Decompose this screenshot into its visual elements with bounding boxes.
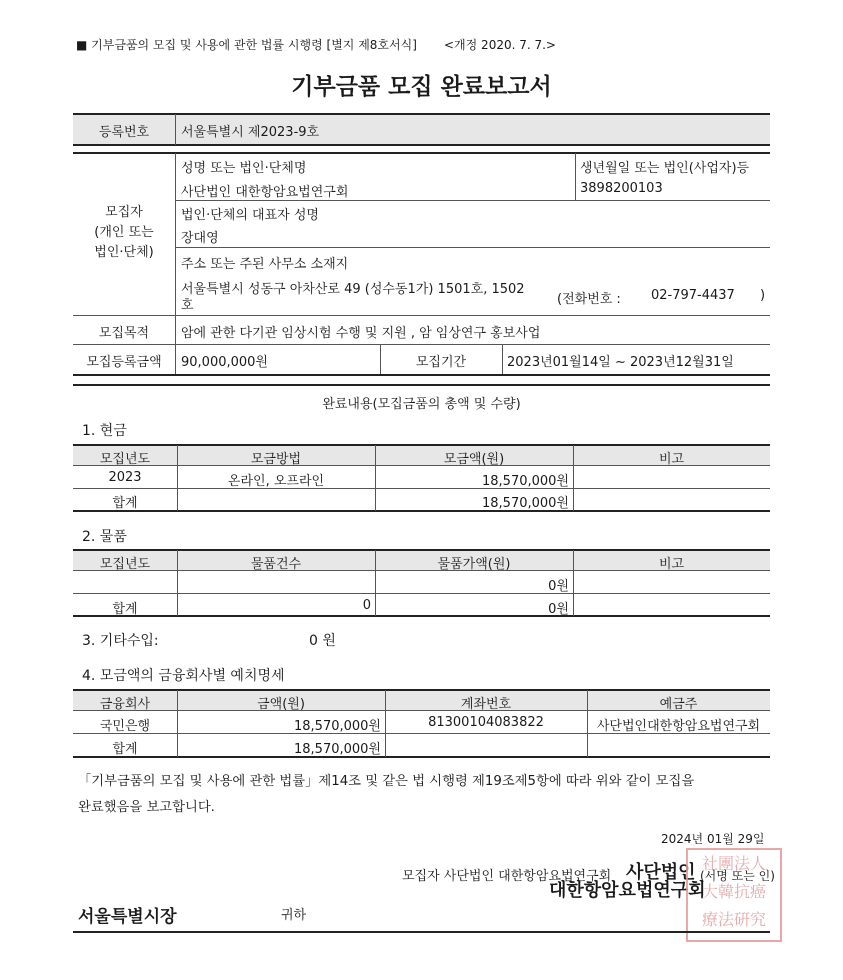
purpose-label: 모집목적 [98,326,150,341]
cash-col-amount: 모금액(원) [443,452,505,467]
cash-total-label: 합계 [112,496,138,511]
registration-number: 서울특별시 제2023-9호 [181,125,320,140]
cash-col-note: 비고 [658,452,685,467]
cash-col-method: 모금방법 [250,452,302,467]
goods-col-note: 비고 [658,557,685,572]
statement-line-2: 완료했음을 보고합니다. [78,800,215,815]
representative-label: 법인·단체의 대표자 성명 [181,208,319,223]
address-label: 주소 또는 주된 사무소 소재지 [181,257,349,272]
goods-heading: 2. 물품 [82,529,127,545]
representative-value: 장대영 [181,231,219,246]
phone-close: ) [760,288,766,303]
registered-amount-label: 모집등록금액 [86,355,162,370]
goods-total-count: 0 [362,598,371,613]
collector-section-label: 모집자 (개인 또는 법인·단체) [94,205,154,260]
deposit-col-bank: 금융회사 [99,697,151,712]
collector-signature-name: 모집자 사단법인 대한항암요법연구회 [402,869,612,884]
phone-label: (전화번호 : [557,292,621,307]
cash-total-amount: 18,570,000원 [482,496,569,511]
cash-col-year: 모집년도 [99,452,151,467]
goods-row-1-value: 0원 [548,579,569,594]
period-label: 모집기간 [415,355,467,370]
page-title: 기부금품 모집 완료보고서 [291,74,552,100]
registered-amount-value: 90,000,000원 [181,355,268,370]
deposit-row-1-bank: 국민은행 [99,719,151,734]
recipient-honorific: 귀하 [281,908,307,923]
goods-col-value: 물품가액(원) [437,557,511,572]
cash-heading: 1. 현금 [82,423,127,439]
completion-heading: 완료내용(모집금품의 총액 및 수량) [322,397,521,412]
deposit-col-holder: 예금주 [659,697,698,712]
deposit-col-account: 계좌번호 [460,697,512,712]
goods-col-year: 모집년도 [99,557,151,572]
other-income-heading: 3. 기타수입: [82,633,159,649]
cash-row-1-year: 2023 [108,470,142,485]
stamp-text-line-1: 사단법인 [626,862,696,883]
deposit-total-label: 합계 [112,742,138,757]
stamp-text-line-2: 대한항암요법연구회 [549,880,706,901]
deposit-row-1-account: 81300104083822 [428,715,544,730]
address-line-1: 서울특별시 성동구 아차산로 49 (성수동1가) 1501호, 1502 [181,282,525,297]
cash-row-1-method: 온라인, 오프라인 [227,474,325,489]
registration-label: 등록번호 [98,125,150,140]
goods-total-value: 0원 [548,602,569,617]
statement-line-1: 「기부금품의 모집 및 사용에 관한 법률」제14조 및 같은 법 시행령 제19조제5항에 따라 위와 같이 모집을 [78,774,695,789]
collector-name-value: 사단법인 대한항암요법연구회 [181,185,349,200]
other-income-value: 0 원 [309,633,336,649]
collector-name-label: 성명 또는 법인·단체명 [181,161,307,176]
goods-col-count: 물품건수 [250,557,302,572]
period-value: 2023년01월14일 ~ 2023년12월31일 [507,355,734,370]
deposit-row-1-amount: 18,570,000원 [294,719,381,734]
purpose-value: 암에 관한 다기관 임상시험 수행 및 지원 , 암 임상연구 홍보사업 [181,326,541,341]
collector-id-label: 생년월일 또는 법인(사업자)등 [580,161,750,176]
revision-note: <개정 2020. 7. 7.> [444,38,556,52]
address-line-2: 호 [181,298,194,313]
official-seal-stamp: 社團法人 大韓抗癌 療法硏究 [686,848,782,942]
form-reference: ■ 기부금품의 모집 및 사용에 관한 법률 시행령 [별지 제8호서식] [76,38,417,52]
report-date: 2024년 01월 29일 [661,832,765,846]
collector-id-value: 3898200103 [580,181,663,196]
phone-value: 02-797-4437 [651,288,735,303]
deposit-col-amount: 금액(원) [257,697,305,712]
deposit-heading: 4. 모금액의 금융회사별 예치명세 [82,668,285,684]
registration-row [73,114,770,144]
deposit-total-amount: 18,570,000원 [294,742,381,757]
deposit-row-1-holder: 사단법인대한항암요법연구회 [596,719,761,734]
sign-note: (서명 또는 인) [700,869,775,883]
recipient: 서울특별시장 [78,907,177,927]
goods-total-label: 합계 [112,602,138,617]
cash-row-1-amount: 18,570,000원 [482,474,569,489]
